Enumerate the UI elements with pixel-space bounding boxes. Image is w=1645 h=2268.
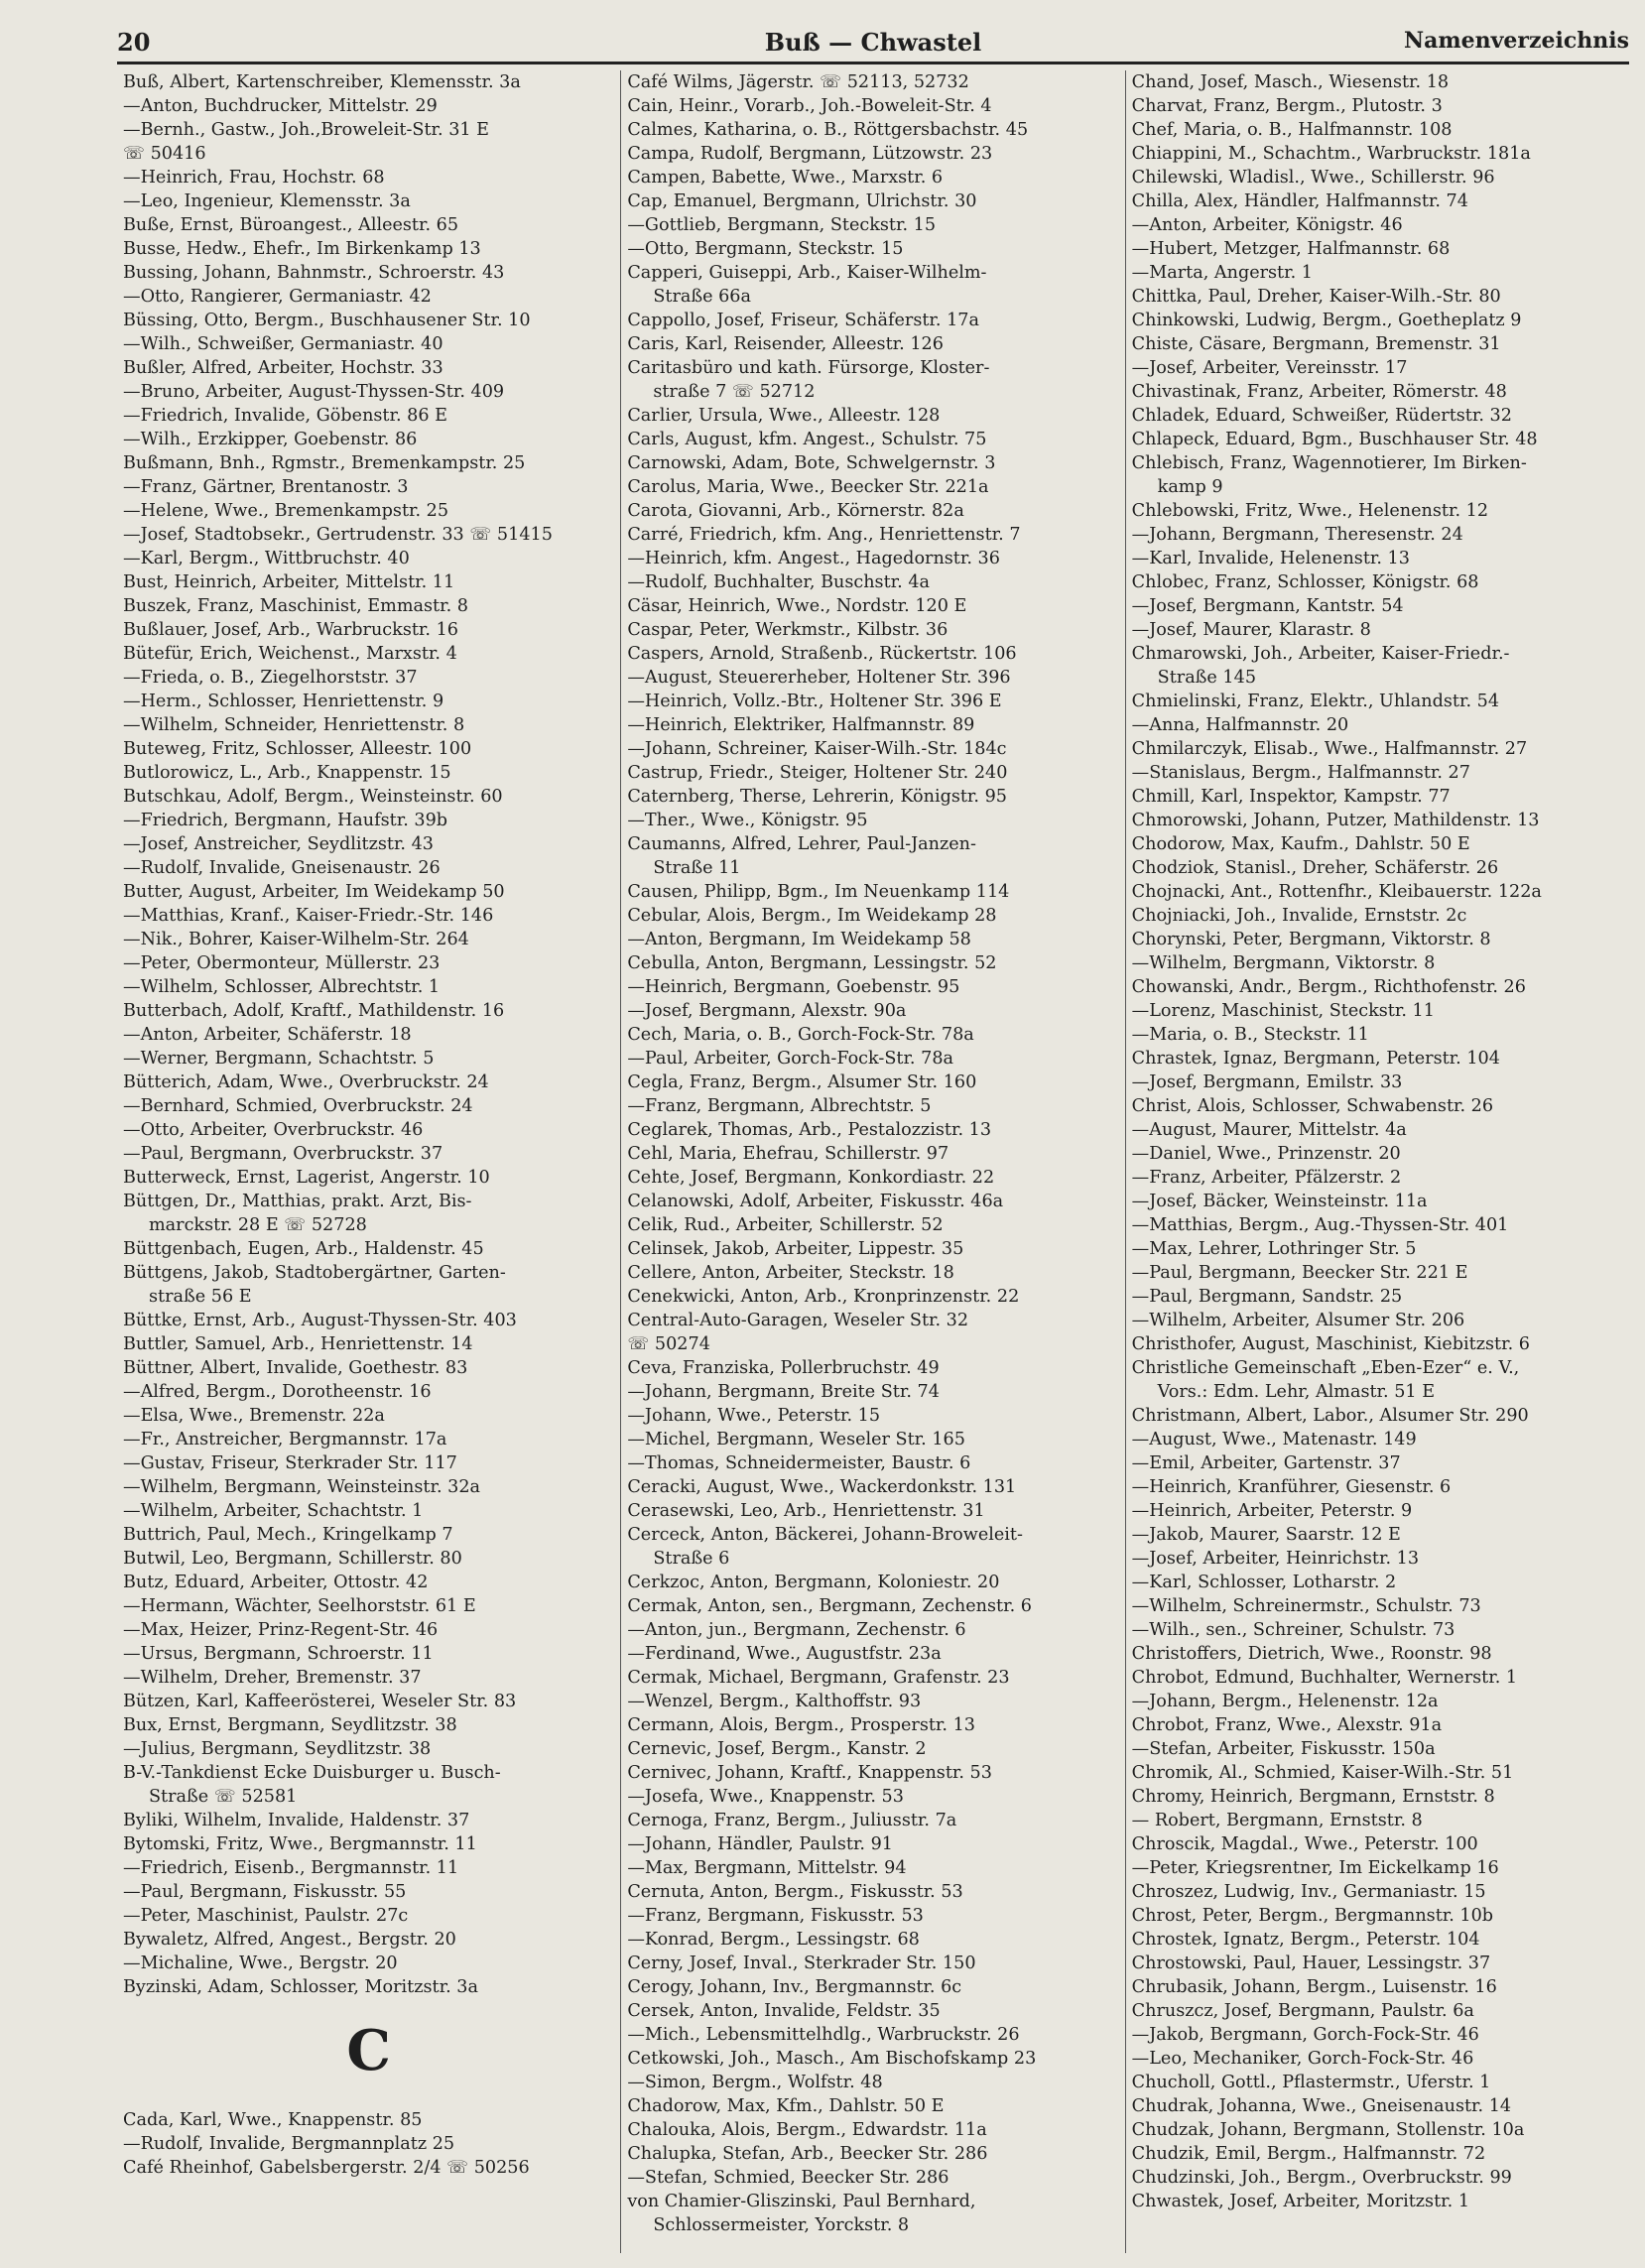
- directory-entry: Cäsar, Heinrich, Wwe., Nordstr. 120 E: [627, 596, 967, 616]
- directory-entry: —Elsa, Wwe., Bremenstr. 22a: [123, 1406, 385, 1426]
- directory-entry: Chadorow, Max, Kfm., Dahlstr. 50 E: [627, 2096, 945, 2116]
- directory-entry: Caumanns, Alfred, Lehrer, Paul-Janzen-: [627, 834, 976, 854]
- directory-entry: —Heinrich, Bergmann, Goebenstr. 95: [627, 977, 960, 997]
- directory-entry: —Heinrich, Arbeiter, Peterstr. 9: [1131, 1501, 1413, 1521]
- directory-entry: Ceracki, August, Wwe., Wackerdonkstr. 131: [627, 1477, 1017, 1497]
- directory-entry: Buttler, Samuel, Arb., Henriettenstr. 14: [123, 1334, 473, 1354]
- directory-entry: —Bruno, Arbeiter, August-Thyssen-Str. 409: [123, 382, 505, 402]
- directory-entry: —Jakob, Bergmann, Gorch-Fock-Str. 46: [1131, 2025, 1479, 2045]
- directory-entry: Chilla, Alex, Händler, Halfmannstr. 74: [1131, 191, 1468, 211]
- directory-entry: Chrubasik, Johann, Bergm., Luisenstr. 16: [1131, 1977, 1497, 1997]
- directory-entry: Chrostek, Ignatz, Bergm., Peterstr. 104: [1131, 1930, 1480, 1950]
- directory-entry: —Heinrich, kfm. Angest., Hagedornstr. 36: [627, 549, 1000, 568]
- directory-entry: —Alfred, Bergm., Dorotheenstr. 16: [123, 1382, 432, 1402]
- directory-entry: Cehte, Josef, Bergmann, Konkordiastr. 22: [627, 1168, 995, 1188]
- directory-entry: —Karl, Bergm., Wittbruchstr. 40: [123, 549, 410, 568]
- directory-entry: Straße 145: [1157, 668, 1257, 688]
- directory-entry: —Wilhelm, Arbeiter, Schachtstr. 1: [123, 1501, 424, 1521]
- directory-entry: —Heinrich, Vollz.-Btr., Holtener Str. 396 E: [627, 692, 1002, 711]
- directory-entry: Vors.: Edm. Lehr, Almastr. 51 E: [1157, 1382, 1436, 1402]
- section-title: Namenverzeichnis: [1404, 28, 1629, 54]
- directory-entry: Bust, Heinrich, Arbeiter, Mittelstr. 11: [123, 572, 455, 592]
- directory-entry: Cernoga, Franz, Bergm., Juliusstr. 7a: [627, 1811, 957, 1830]
- directory-entry: —Gottlieb, Bergmann, Steckstr. 15: [627, 215, 937, 235]
- directory-entry: —Stefan, Arbeiter, Fiskusstr. 150a: [1131, 1739, 1436, 1759]
- directory-entry: Chinkowski, Ludwig, Bergm., Goetheplatz 9: [1131, 311, 1522, 330]
- directory-entry: —Josef, Bergmann, Alexstr. 90a: [627, 1001, 907, 1021]
- directory-entry: Byzinski, Adam, Schlosser, Moritzstr. 3a: [123, 1977, 478, 1997]
- directory-entry: Cernivec, Johann, Kraftf., Knappenstr. 53: [627, 1763, 992, 1783]
- directory-entry: —Bernhard, Schmied, Overbruckstr. 24: [123, 1096, 473, 1116]
- directory-entry: —Josefa, Wwe., Knappenstr. 53: [627, 1787, 904, 1807]
- page-header: [117, 28, 1629, 64]
- directory-entry: Carls, August, kfm. Angest., Schulstr. 75: [627, 430, 987, 449]
- directory-entry: —Otto, Rangierer, Germaniastr. 42: [123, 287, 432, 307]
- directory-entry: Chilewski, Wladisl., Wwe., Schillerstr. 96: [1131, 168, 1495, 188]
- directory-entry: Cermak, Michael, Bergmann, Grafenstr. 23: [627, 1668, 1010, 1688]
- directory-entry: —Peter, Maschinist, Paulstr. 27c: [123, 1906, 409, 1926]
- directory-entry: Carnowski, Adam, Bote, Schwelgernstr. 3: [627, 453, 996, 473]
- directory-entry: Chodziok, Stanisl., Dreher, Schäferstr. 26: [1131, 858, 1499, 878]
- directory-entry: —Leo, Ingenieur, Klemensstr. 3a: [123, 191, 411, 211]
- directory-entry: —Wilhelm, Dreher, Bremenstr. 37: [123, 1668, 422, 1688]
- directory-entry: straße 56 E: [149, 1287, 252, 1307]
- directory-entry: —Marta, Angerstr. 1: [1131, 263, 1313, 283]
- directory-entry: Büttgens, Jakob, Stadtobergärtner, Garten-: [123, 1263, 506, 1283]
- directory-entry: —Peter, Obermonteur, Müllerstr. 23: [123, 953, 441, 973]
- directory-entry: Chef, Maria, o. B., Halfmannstr. 108: [1131, 120, 1453, 140]
- directory-entry: —Julius, Bergmann, Seydlitzstr. 38: [123, 1739, 432, 1759]
- directory-entry: —Josef, Anstreicher, Seydlitzstr. 43: [123, 834, 435, 854]
- directory-entry: Chojnacki, Ant., Rottenfhr., Kleibauerstr. 122a: [1131, 882, 1542, 902]
- directory-entry: —Josef, Maurer, Klarastr. 8: [1131, 620, 1371, 640]
- directory-entry: Cermann, Alois, Bergm., Prosperstr. 13: [627, 1715, 975, 1735]
- directory-entry: —Paul, Arbeiter, Gorch-Fock-Str. 78a: [627, 1049, 953, 1069]
- directory-entry: —Emil, Arbeiter, Gartenstr. 37: [1131, 1453, 1401, 1473]
- directory-entry: Bütterich, Adam, Wwe., Overbruckstr. 24: [123, 1072, 489, 1092]
- directory-entry: Straße 6: [653, 1549, 730, 1569]
- directory-entry: Straße 66a: [653, 287, 751, 307]
- directory-entry: —Johann, Schreiner, Kaiser-Wilh.-Str. 184c: [627, 739, 1007, 759]
- directory-entry: —August, Steuererheber, Holtener Str. 396: [627, 668, 1011, 688]
- directory-entry: —Wilhelm, Schreinermstr., Schulstr. 73: [1131, 1596, 1481, 1616]
- directory-entry: —Wenzel, Bergm., Kalthoffstr. 93: [627, 1692, 922, 1711]
- directory-entry: Caris, Karl, Reisender, Alleestr. 126: [627, 334, 944, 354]
- directory-entry: Chalouka, Alois, Bergm., Edwardstr. 11a: [627, 2120, 987, 2140]
- directory-entry: —Wilh., Schweißer, Germaniastr. 40: [123, 334, 443, 354]
- directory-entry: —Johann, Bergmann, Theresenstr. 24: [1131, 525, 1463, 545]
- directory-entry: —Anton, Bergmann, Im Weidekamp 58: [627, 930, 971, 949]
- directory-entry: Straße ☏ 52581: [149, 1787, 298, 1807]
- directory-entry: —Josef, Bergmann, Kantstr. 54: [1131, 596, 1404, 616]
- directory-entry: Chrost, Peter, Bergm., Bergmannstr. 10b: [1131, 1906, 1494, 1926]
- directory-entry: Cerasewski, Leo, Arb., Henriettenstr. 31: [627, 1501, 985, 1521]
- section-letter: C: [346, 2018, 391, 2083]
- directory-entry: ☏ 50274: [627, 1334, 710, 1354]
- directory-entry: von Chamier-Gliszinski, Paul Bernhard,: [627, 2192, 976, 2211]
- column-3: [1125, 70, 1629, 2253]
- directory-entry: —Friedrich, Eisenb., Bergmannstr. 11: [123, 1858, 459, 1878]
- directory-entry: Bux, Ernst, Bergmann, Seydlitzstr. 38: [123, 1715, 457, 1735]
- directory-entry: Carolus, Maria, Wwe., Beecker Str. 221a: [627, 477, 989, 497]
- directory-entry: —Mich., Lebensmittelhdlg., Warbruckstr. 26: [627, 2025, 1020, 2045]
- directory-entry: —Josef, Stadtobsekr., Gertrudenstr. 33 ☏ 51415: [123, 525, 553, 545]
- directory-entry: —Franz, Bergmann, Fiskusstr. 53: [627, 1906, 924, 1926]
- directory-entry: Butwil, Leo, Bergmann, Schillerstr. 80: [123, 1549, 462, 1569]
- directory-entry: —Max, Lehrer, Lothringer Str. 5: [1131, 1239, 1417, 1259]
- directory-entry: Butterweck, Ernst, Lagerist, Angerstr. 10: [123, 1168, 490, 1188]
- directory-entry: Chodorow, Max, Kaufm., Dahlstr. 50 E: [1131, 834, 1470, 854]
- directory-entry: Bußmann, Bnh., Rgmstr., Bremenkampstr. 25: [123, 453, 526, 473]
- directory-entry: Cernevic, Josef, Bergm., Kanstr. 2: [627, 1739, 927, 1759]
- directory-entry: Cebulla, Anton, Bergmann, Lessingstr. 52: [627, 953, 997, 973]
- directory-entry: Cerogy, Johann, Inv., Bergmannstr. 6c: [627, 1977, 962, 1997]
- directory-entry: Cebular, Alois, Bergm., Im Weidekamp 28: [627, 906, 997, 926]
- directory-entry: Cerny, Josef, Inval., Sterkrader Str. 150: [627, 1953, 976, 1973]
- directory-entry: —Paul, Bergmann, Fiskusstr. 55: [123, 1882, 407, 1902]
- directory-entry: —Anton, jun., Bergmann, Zechenstr. 6: [627, 1620, 966, 1640]
- directory-entry: Capperi, Guiseppi, Arb., Kaiser-Wilhelm-: [627, 263, 987, 283]
- page-range-title: Buß — Chwastel: [764, 28, 982, 57]
- directory-entry: kamp 9: [1157, 477, 1223, 497]
- directory-entry: —Paul, Bergmann, Sandstr. 25: [1131, 1287, 1403, 1307]
- directory-entry: Chruszcz, Josef, Bergmann, Paulstr. 6a: [1131, 2001, 1474, 2021]
- directory-entry: —Michel, Bergmann, Weseler Str. 165: [627, 1430, 965, 1449]
- directory-entry: —Rudolf, Invalide, Gneisenaustr. 26: [123, 858, 441, 878]
- directory-entry: —Anton, Buchdrucker, Mittelstr. 29: [123, 96, 438, 116]
- directory-entry: —Josef, Arbeiter, Vereinsstr. 17: [1131, 358, 1408, 378]
- directory-entry: —Wilh., Erzkipper, Goebenstr. 86: [123, 430, 418, 449]
- directory-entry: —Anton, Arbeiter, Königstr. 46: [1131, 215, 1403, 235]
- directory-entry: —Konrad, Bergm., Lessingstr. 68: [627, 1930, 920, 1950]
- directory-entry: Chmarowski, Joh., Arbeiter, Kaiser-Friedr.-: [1131, 644, 1510, 664]
- directory-entry: Christ, Alois, Schlosser, Schwabenstr. 26: [1131, 1096, 1494, 1116]
- directory-entry: —Wilhelm, Arbeiter, Alsumer Str. 206: [1131, 1311, 1465, 1330]
- directory-entry: Butterbach, Adolf, Kraftf., Mathildenstr. 16: [123, 1001, 505, 1021]
- directory-entry: Castrup, Friedr., Steiger, Holtener Str. 240: [627, 763, 1008, 783]
- directory-entry: Bußler, Alfred, Arbeiter, Hochstr. 33: [123, 358, 443, 378]
- directory-entry: Charvat, Franz, Bergm., Plutostr. 3: [1131, 96, 1443, 116]
- directory-entry: —Ferdinand, Wwe., Augustfstr. 23a: [627, 1644, 942, 1664]
- column-1: [117, 70, 620, 2253]
- directory-entry: —Wilhelm, Bergmann, Weinsteinstr. 32a: [123, 1477, 481, 1497]
- directory-entry: Büttke, Ernst, Arb., August-Thyssen-Str. 403: [123, 1311, 517, 1330]
- directory-entry: —Franz, Bergmann, Albrechtstr. 5: [627, 1096, 932, 1116]
- directory-entry: —Fr., Anstreicher, Bergmannstr. 17a: [123, 1430, 447, 1449]
- directory-entry: —Johann, Bergmann, Breite Str. 74: [627, 1382, 940, 1402]
- directory-entry: Central-Auto-Garagen, Weseler Str. 32: [627, 1311, 969, 1330]
- directory-entry: —Josef, Arbeiter, Heinrichstr. 13: [1131, 1549, 1420, 1569]
- directory-entry: —Thomas, Schneidermeister, Baustr. 6: [627, 1453, 971, 1473]
- directory-entry: —Friedrich, Invalide, Göbenstr. 86 E: [123, 406, 447, 426]
- directory-entry: Cappollo, Josef, Friseur, Schäferstr. 17a: [627, 311, 979, 330]
- directory-entry: Calmes, Katharina, o. B., Röttgersbachstr. 45: [627, 120, 1029, 140]
- directory-entry: —Matthias, Kranf., Kaiser-Friedr.-Str. 146: [123, 906, 494, 926]
- directory-entry: Bussing, Johann, Bahnmstr., Schroerstr. 43: [123, 263, 505, 283]
- directory-entry: Ceglarek, Thomas, Arb., Pestalozzistr. 13: [627, 1120, 992, 1140]
- directory-entry: Chromik, Al., Schmied, Kaiser-Wilh.-Str. 51: [1131, 1763, 1514, 1783]
- directory-entry: —Ursus, Bergmann, Schroerstr. 11: [123, 1644, 434, 1664]
- directory-entry: —Bernh., Gastw., Joh.,Broweleit-Str. 31 E: [123, 120, 490, 140]
- directory-entry: Büttgen, Dr., Matthias, prakt. Arzt, Bis-: [123, 1192, 472, 1211]
- directory-entry: Cada, Karl, Wwe., Knappenstr. 85: [123, 2110, 423, 2130]
- directory-entry: Büttgenbach, Eugen, Arb., Haldenstr. 45: [123, 1239, 484, 1259]
- directory-entry: —Josef, Bäcker, Weinsteinstr. 11a: [1131, 1192, 1428, 1211]
- directory-entry: —Ther., Wwe., Königstr. 95: [627, 811, 868, 830]
- directory-entry: Christhofer, August, Maschinist, Kiebitzstr. 6: [1131, 1334, 1530, 1354]
- directory-entry: Carré, Friedrich, kfm. Ang., Henriettenstr. 7: [627, 525, 1021, 545]
- directory-entry: —Maria, o. B., Steckstr. 11: [1131, 1025, 1369, 1045]
- directory-entry: Büssing, Otto, Bergm., Buschhausener Str. 10: [123, 311, 531, 330]
- directory-entry: Straße 11: [653, 858, 741, 878]
- directory-entry: Café Rheinhof, Gabelsbergerstr. 2/4 ☏ 50256: [123, 2158, 530, 2178]
- directory-entry: Chlebisch, Franz, Wagennotierer, Im Birken-: [1131, 453, 1527, 473]
- directory-entry: Cermak, Anton, sen., Bergmann, Zechenstr. 6: [627, 1596, 1032, 1616]
- directory-entry: Chudzinski, Joh., Bergm., Overbruckstr. 99: [1131, 2168, 1512, 2188]
- directory-entry: Bytomski, Fritz, Wwe., Bergmannstr. 11: [123, 1834, 477, 1854]
- directory-entry: Buteweg, Fritz, Schlosser, Alleestr. 100: [123, 739, 472, 759]
- directory-entry: Chudzik, Emil, Bergm., Halfmannstr. 72: [1131, 2144, 1486, 2164]
- directory-entry: Chromy, Heinrich, Bergmann, Ernststr. 8: [1131, 1787, 1495, 1807]
- directory-entry: Celanowski, Adolf, Arbeiter, Fiskusstr. 46a: [627, 1192, 1004, 1211]
- directory-entry: Carlier, Ursula, Wwe., Alleestr. 128: [627, 406, 941, 426]
- directory-entry: —Peter, Kriegsrentner, Im Eickelkamp 16: [1131, 1858, 1499, 1878]
- directory-entry: Cetkowski, Joh., Masch., Am Bischofskamp 23: [627, 2049, 1037, 2069]
- directory-entry: Chivastinak, Franz, Arbeiter, Römerstr. 48: [1131, 382, 1507, 402]
- directory-entry: —Jakob, Maurer, Saarstr. 12 E: [1131, 1525, 1401, 1545]
- directory-entry: —Heinrich, Elektriker, Halfmannstr. 89: [627, 715, 975, 735]
- directory-entry: Butlorowicz, L., Arb., Knappenstr. 15: [123, 763, 451, 783]
- directory-entry: —Max, Heizer, Prinz-Regent-Str. 46: [123, 1620, 439, 1640]
- directory-entry: —August, Wwe., Matenastr. 149: [1131, 1430, 1417, 1449]
- column-2: [620, 70, 1124, 2253]
- directory-entry: Campa, Rudolf, Bergmann, Lützowstr. 23: [627, 144, 993, 164]
- directory-entry: —Heinrich, Kranführer, Giesenstr. 6: [1131, 1477, 1452, 1497]
- directory-entry: Café Wilms, Jägerstr. ☏ 52113, 52732: [627, 72, 969, 92]
- directory-entry: Cech, Maria, o. B., Gorch-Fock-Str. 78a: [627, 1025, 974, 1045]
- directory-entry: —Johann, Händler, Paulstr. 91: [627, 1834, 894, 1854]
- directory-entry: —Herm., Schlosser, Henriettenstr. 9: [123, 692, 444, 711]
- directory-entry: —Wilh., sen., Schreiner, Schulstr. 73: [1131, 1620, 1455, 1640]
- directory-entry: Bywaletz, Alfred, Angest., Bergstr. 20: [123, 1930, 456, 1950]
- directory-entry: —Otto, Arbeiter, Overbruckstr. 46: [123, 1120, 424, 1140]
- directory-entry: Buß, Albert, Kartenschreiber, Klemensstr. 3a: [123, 72, 521, 92]
- directory-entry: Chroscik, Magdal., Wwe., Peterstr. 100: [1131, 1834, 1478, 1854]
- page-number: 20: [117, 28, 151, 57]
- directory-entry: Bußlauer, Josef, Arb., Warbruckstr. 16: [123, 620, 458, 640]
- directory-entry: Christmann, Albert, Labor., Alsumer Str. 290: [1131, 1406, 1529, 1426]
- directory-entry: Bütefür, Erich, Weichenst., Marxstr. 4: [123, 644, 457, 664]
- directory-entry: Caspar, Peter, Werkmstr., Kilbstr. 36: [627, 620, 949, 640]
- directory-entry: Chmilarczyk, Elisab., Wwe., Halfmannstr. 27: [1131, 739, 1528, 759]
- directory-entry: Chrobot, Franz, Wwe., Alexstr. 91a: [1131, 1715, 1443, 1735]
- directory-entry: Celinsek, Jakob, Arbeiter, Lippestr. 35: [627, 1239, 964, 1259]
- directory-entry: Chlobec, Franz, Schlosser, Königstr. 68: [1131, 572, 1479, 592]
- directory-entry: —Karl, Schlosser, Lotharstr. 2: [1131, 1573, 1397, 1592]
- directory-entry: —Werner, Bergmann, Schachtstr. 5: [123, 1049, 435, 1069]
- directory-entry: —Karl, Invalide, Helenenstr. 13: [1131, 549, 1410, 568]
- directory-entry: Ceva, Franziska, Pollerbruchstr. 49: [627, 1358, 940, 1378]
- directory-entry: Chroszez, Ludwig, Inv., Germaniastr. 15: [1131, 1882, 1486, 1902]
- directory-entry: —Wilhelm, Schlosser, Albrechtstr. 1: [123, 977, 441, 997]
- directory-entry: Carota, Giovanni, Arb., Körnerstr. 82a: [627, 501, 964, 521]
- directory-entry: Cenekwicki, Anton, Arb., Kronprinzenstr. 22: [627, 1287, 1020, 1307]
- directory-entry: Schlossermeister, Yorckstr. 8: [653, 2215, 910, 2235]
- directory-entry: Chrostowski, Paul, Hauer, Lessingstr. 37: [1131, 1953, 1491, 1973]
- directory-entry: Chwastek, Josef, Arbeiter, Moritzstr. 1: [1131, 2192, 1470, 2211]
- directory-entry: — Robert, Bergmann, Ernststr. 8: [1131, 1811, 1423, 1830]
- directory-entry: Chmorowski, Johann, Putzer, Mathildenstr. 13: [1131, 811, 1540, 830]
- directory-entry: Buttrich, Paul, Mech., Kringelkamp 7: [123, 1525, 453, 1545]
- directory-entry: ☏ 50416: [123, 144, 206, 164]
- directory-entry: Caritasbüro und kath. Fürsorge, Kloster-: [627, 358, 990, 378]
- directory-entry: —Stefan, Schmied, Beecker Str. 286: [627, 2168, 949, 2188]
- directory-entry: —Anna, Halfmannstr. 20: [1131, 715, 1349, 735]
- directory-entry: Cernuta, Anton, Bergm., Fiskusstr. 53: [627, 1882, 963, 1902]
- directory-entry: —Lorenz, Maschinist, Steckstr. 11: [1131, 1001, 1435, 1021]
- directory-entry: —Wilhelm, Bergmann, Viktorstr. 8: [1131, 953, 1436, 973]
- directory-entry: —Johann, Wwe., Peterstr. 15: [627, 1406, 881, 1426]
- directory-entry: B-V.-Tankdienst Ecke Duisburger u. Busch-: [123, 1763, 501, 1783]
- directory-entry: —Franz, Arbeiter, Pfälzerstr. 2: [1131, 1168, 1402, 1188]
- directory-entry: —Rudolf, Buchhalter, Buschstr. 4a: [627, 572, 931, 592]
- directory-entry: —Johann, Bergm., Helenenstr. 12a: [1131, 1692, 1439, 1711]
- directory-entry: Chiste, Cäsare, Bergmann, Bremenstr. 31: [1131, 334, 1501, 354]
- directory-entry: Chlebowski, Fritz, Wwe., Helenenstr. 12: [1131, 501, 1489, 521]
- directory-entry: Cain, Heinr., Vorarb., Joh.-Boweleit-Str. 4: [627, 96, 992, 116]
- directory-entry: Chittka, Paul, Dreher, Kaiser-Wilh.-Str. 80: [1131, 287, 1501, 307]
- directory-entry: Chrobot, Edmund, Buchhalter, Wernerstr. 1: [1131, 1668, 1518, 1688]
- directory-entry: Chmill, Karl, Inspektor, Kampstr. 77: [1131, 787, 1451, 807]
- directory-entry: —Stanislaus, Bergm., Halfmannstr. 27: [1131, 763, 1470, 783]
- directory-entry: Celik, Rud., Arbeiter, Schillerstr. 52: [627, 1215, 944, 1235]
- directory-entry: Chalupka, Stefan, Arb., Beecker Str. 286: [627, 2144, 988, 2164]
- directory-entry: —Franz, Gärtner, Brentanostr. 3: [123, 477, 409, 497]
- directory-entry: Cehl, Maria, Ehefrau, Schillerstr. 97: [627, 1144, 949, 1164]
- directory-entry: Büttner, Albert, Invalide, Goethestr. 83: [123, 1358, 468, 1378]
- directory-entry: Cegla, Franz, Bergm., Alsumer Str. 160: [627, 1072, 977, 1092]
- directory-entry: —Rudolf, Invalide, Bergmannplatz 25: [123, 2134, 455, 2154]
- directory-entry: Cap, Emanuel, Bergmann, Ulrichstr. 30: [627, 191, 977, 211]
- directory-entry: —Anton, Arbeiter, Schäferstr. 18: [123, 1025, 412, 1045]
- directory-entry: —Daniel, Wwe., Prinzenstr. 20: [1131, 1144, 1401, 1164]
- directory-entry: Butter, August, Arbeiter, Im Weidekamp 50: [123, 882, 505, 902]
- directory-entry: —Max, Bergmann, Mittelstr. 94: [627, 1858, 907, 1878]
- directory-entry: Chrastek, Ignaz, Bergmann, Peterstr. 104: [1131, 1049, 1500, 1069]
- directory-entry: —Hubert, Metzger, Halfmannstr. 68: [1131, 239, 1451, 259]
- directory-entry: Busse, Hedw., Ehefr., Im Birkenkamp 13: [123, 239, 481, 259]
- directory-entry: Chladek, Eduard, Schweißer, Rüdertstr. 32: [1131, 406, 1512, 426]
- entry-columns: [117, 70, 1629, 2253]
- directory-entry: Chorynski, Peter, Bergmann, Viktorstr. 8: [1131, 930, 1491, 949]
- directory-entry: Chowanski, Andr., Bergm., Richthofenstr. 26: [1131, 977, 1526, 997]
- directory-entry: Chiappini, M., Schachtm., Warbruckstr. 181a: [1131, 144, 1531, 164]
- directory-entry: Butschkau, Adolf, Bergm., Weinsteinstr. 60: [123, 787, 503, 807]
- directory-entry: straße 7 ☏ 52712: [653, 382, 816, 402]
- directory-entry: Chucholl, Gottl., Pflastermstr., Uferstr. 1: [1131, 2073, 1491, 2092]
- directory-entry: marckstr. 28 E ☏ 52728: [149, 1215, 367, 1235]
- directory-entry: Chudrak, Johanna, Wwe., Gneisenaustr. 14: [1131, 2096, 1512, 2116]
- directory-entry: Chlapeck, Eduard, Bgm., Buschhauser Str. 48: [1131, 430, 1538, 449]
- directory-entry: —Helene, Wwe., Bremenkampstr. 25: [123, 501, 449, 521]
- directory-entry: —Josef, Bergmann, Emilstr. 33: [1131, 1072, 1403, 1092]
- directory-entry: —Simon, Bergm., Wolfstr. 48: [627, 2073, 883, 2092]
- directory-entry: —Frieda, o. B., Ziegelhorststr. 37: [123, 668, 418, 688]
- directory-entry: —Matthias, Bergm., Aug.-Thyssen-Str. 401: [1131, 1215, 1509, 1235]
- directory-entry: Byliki, Wilhelm, Invalide, Haldenstr. 37: [123, 1811, 470, 1830]
- directory-entry: Chojniacki, Joh., Invalide, Ernststr. 2c: [1131, 906, 1467, 926]
- directory-entry: Bützen, Karl, Kaffeerösterei, Weseler Str. 83: [123, 1692, 517, 1711]
- directory-entry: Caspers, Arnold, Straßenb., Rückertstr. 106: [627, 644, 1017, 664]
- directory-entry: Causen, Philipp, Bgm., Im Neuenkamp 114: [627, 882, 1010, 902]
- directory-entry: Christoffers, Dietrich, Wwe., Roonstr. 98: [1131, 1644, 1492, 1664]
- directory-entry: Cerkzoc, Anton, Bergmann, Koloniestr. 20: [627, 1573, 1000, 1592]
- directory-entry: —Leo, Mechaniker, Gorch-Fock-Str. 46: [1131, 2049, 1474, 2069]
- directory-entry: Butz, Eduard, Arbeiter, Ottostr. 42: [123, 1573, 429, 1592]
- directory-entry: —Friedrich, Bergmann, Haufstr. 39b: [123, 811, 448, 830]
- directory-entry: —Heinrich, Frau, Hochstr. 68: [123, 168, 385, 188]
- directory-entry: —Hermann, Wächter, Seelhorststr. 61 E: [123, 1596, 476, 1616]
- directory-entry: Cerceck, Anton, Bäckerei, Johann-Broweleit-: [627, 1525, 1023, 1545]
- directory-entry: —Michaline, Wwe., Bergstr. 20: [123, 1953, 398, 1973]
- directory-entry: —Otto, Bergmann, Steckstr. 15: [627, 239, 904, 259]
- directory-entry: —Nik., Bohrer, Kaiser-Wilhelm-Str. 264: [123, 930, 469, 949]
- directory-entry: Cellere, Anton, Arbeiter, Steckstr. 18: [627, 1263, 954, 1283]
- directory-entry: Cersek, Anton, Invalide, Feldstr. 35: [627, 2001, 941, 2021]
- directory-entry: Caternberg, Therse, Lehrerin, Königstr. 95: [627, 787, 1007, 807]
- directory-entry: Chudzak, Johann, Bergmann, Stollenstr. 10a: [1131, 2120, 1525, 2140]
- directory-entry: Buszek, Franz, Maschinist, Emmastr. 8: [123, 596, 468, 616]
- directory-entry: Chmielinski, Franz, Elektr., Uhlandstr. 54: [1131, 692, 1500, 711]
- directory-entry: Chand, Josef, Masch., Wiesenstr. 18: [1131, 72, 1450, 92]
- directory-entry: Christliche Gemeinschaft „Eben-Ezer“ e. V.,: [1131, 1358, 1520, 1378]
- directory-entry: —Wilhelm, Schneider, Henriettenstr. 8: [123, 715, 465, 735]
- directory-entry: —August, Maurer, Mittelstr. 4a: [1131, 1120, 1407, 1140]
- directory-entry: —Paul, Bergmann, Beecker Str. 221 E: [1131, 1263, 1468, 1283]
- directory-entry: —Gustav, Friseur, Sterkrader Str. 117: [123, 1453, 457, 1473]
- directory-entry: —Paul, Bergmann, Overbruckstr. 37: [123, 1144, 443, 1164]
- directory-entry: Buße, Ernst, Büroangest., Alleestr. 65: [123, 215, 459, 235]
- directory-entry: Campen, Babette, Wwe., Marxstr. 6: [627, 168, 944, 188]
